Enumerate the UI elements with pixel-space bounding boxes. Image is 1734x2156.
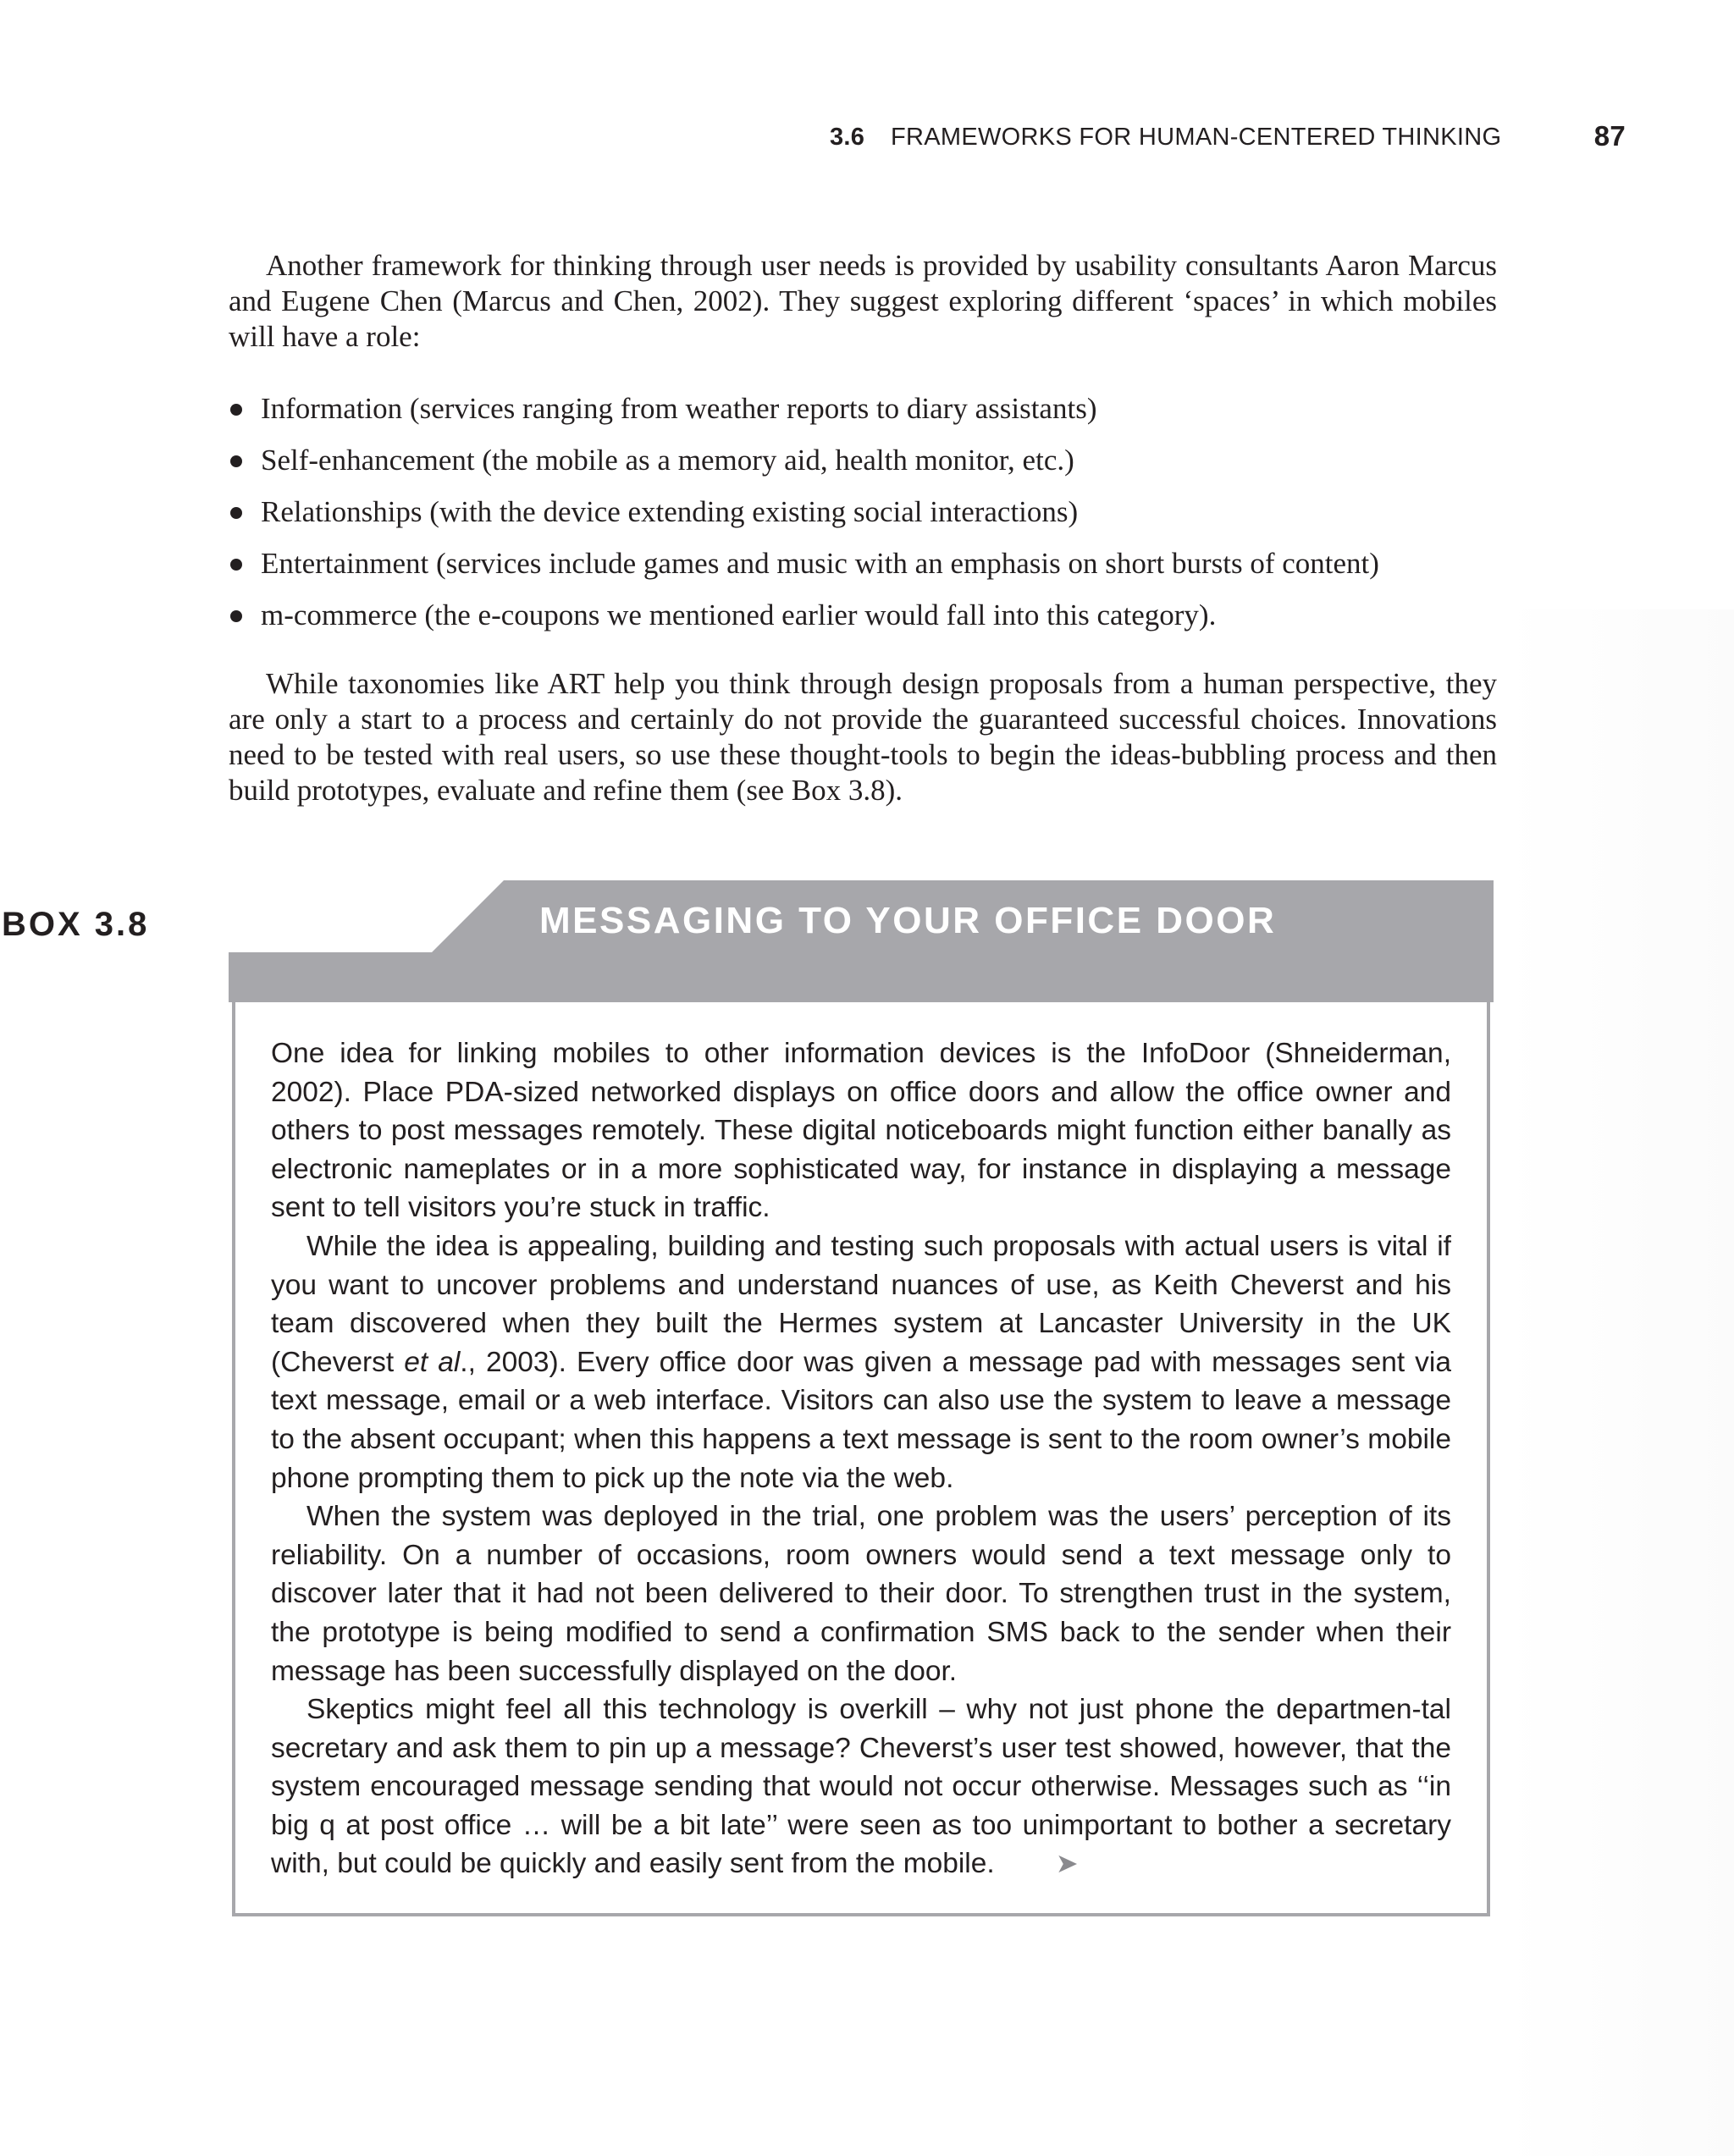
box-label: BOX 3.8 — [2, 906, 150, 943]
list-item-text: Self-enhancement (the mobile as a memory aid, health monitor, etc.) — [261, 444, 1074, 477]
box-paragraph-4 — [271, 1690, 1451, 1883]
running-head — [813, 120, 1626, 157]
box-text — [271, 1034, 1451, 1883]
box-title: MESSAGING TO YOUR OFFICE DOOR — [539, 900, 1277, 941]
section-number: 3.6 — [830, 124, 865, 151]
bullet-dot-icon — [230, 404, 242, 416]
list-item — [229, 443, 1497, 494]
intro-paragraph: Another framework for thinking through user needs is provided by usability consultants Aaron Marcus and Eugene Chen (Marcus and Chen, 2002). They suggest exploring different ‘spaces’ in which mobiles will have a role: — [229, 249, 1497, 353]
box-paragraph-2-text-end: ., 2003). Every office door was given a message pad with messages sent via text message, email or a web interface. Visitors can also use the system to leave a message to the absent occupant; when this happens a text message is sent to the room owner’s mobile phone prompting them to pick up the note via the web. — [271, 1346, 1451, 1494]
list-item — [229, 494, 1497, 546]
list-item-text: m-commerce (the e-coupons we mentioned earlier would fall into this category). — [261, 598, 1217, 631]
box-paragraph-2-italic: et al — [404, 1346, 461, 1378]
bullet-dot-icon — [230, 610, 242, 622]
bullet-dot-icon — [230, 455, 242, 467]
bullet-dot-icon — [230, 559, 242, 571]
box-paragraph-2-text: While the idea is appealing, building and testing such proposals with actual users is vital if you want to uncover problems and understand nuances of use, as Keith Cheverst and his team discovered when they built the Hermes system at Lancaster University in the UK (Cheverst — [271, 1230, 1451, 1378]
section-title: FRAMEWORKS FOR HUMAN-CENTERED THINKING — [891, 124, 1502, 151]
page-number: 87 — [1593, 120, 1626, 152]
continue-arrow-icon: ➤ — [1055, 1848, 1079, 1879]
list-item — [229, 546, 1497, 598]
list-item-text: Relationships (with the device extending existing social interactions) — [261, 495, 1079, 528]
list-item — [229, 598, 1497, 649]
box-paragraph-1: One idea for linking mobiles to other information devices is the InfoDoor (Shneiderman, 2002). Place PDA-sized networked displays on office doors and allow the office owner and others to post messages remotely. These digital noticeboards might function either banally as electronic nameplates or in a more sophisticated way, for instance in displaying a message sent to tell visitors you’re stuck in traffic. — [271, 1038, 1451, 1224]
list-item-text: Information (services ranging from weather reports to diary assistants) — [261, 392, 1097, 425]
bullet-dot-icon — [230, 507, 242, 519]
list-item — [229, 391, 1497, 443]
box-paragraph-3: When the system was deployed in the trial, one problem was the users’ perception of its reliability. On a number of occasions, room owners would send a text message only to discover later that it had not been delivered to their door. To strengthen trust in the system, the prototype is being modified to send a confirmation SMS back to the sender when their message has been successfully displayed on the door. — [271, 1501, 1451, 1687]
box-paragraph-4-text: Skeptics might feel all this technology is overkill – why not just phone the departmen-tal secretary and ask them to pin up a message? Cheverst’s user test showed, however, that the system encouraged message sending that would not occur otherwise. Messages such as ‘‘in big q at post office … will be a bit late’’ were seen as too unimportant to bother a secretary with, but could be quickly and easily sent from the mobile. — [271, 1694, 1451, 1880]
box-paragraph-2 — [271, 1227, 1451, 1497]
list-item-text: Entertainment (services include games and music with an emphasis on short bursts of content) — [261, 547, 1379, 580]
page-edge-shading — [1504, 609, 1734, 2156]
spaces-bullet-list — [229, 391, 1497, 649]
closing-paragraph: While taxonomies like ART help you think through design proposals from a human perspective, they are only a start to a process and certainly do not provide the guaranteed successful choices. Innovations need to be tested with real users, so use these thought-tools to begin the ideas-bubbling process and then build prototypes, evaluate and refine them (see Box 3.8). — [229, 667, 1497, 807]
